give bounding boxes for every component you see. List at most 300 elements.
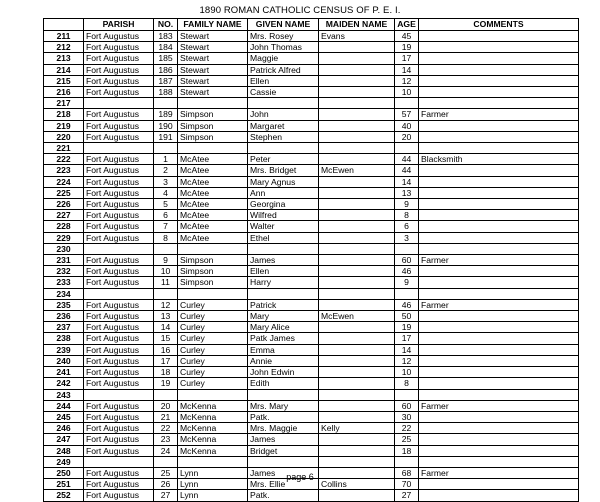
line-number-cell: 247 xyxy=(44,434,84,445)
parish-cell: Fort Augustus xyxy=(84,131,154,142)
number-cell: 20 xyxy=(154,400,178,411)
number-cell: 191 xyxy=(154,131,178,142)
given-name-cell: Mrs. Maggie xyxy=(248,423,319,434)
comments-cell xyxy=(419,378,579,389)
age-cell: 14 xyxy=(395,64,419,75)
parish-cell: Fort Augustus xyxy=(84,232,154,243)
number-cell: 12 xyxy=(154,299,178,310)
maiden-name-cell: Evans xyxy=(319,31,395,42)
age-cell: 57 xyxy=(395,109,419,120)
table-row xyxy=(44,423,579,434)
parish-cell: Fort Augustus xyxy=(84,479,154,490)
line-number-cell: 219 xyxy=(44,120,84,131)
number-cell: 3 xyxy=(154,176,178,187)
age-cell: 8 xyxy=(395,378,419,389)
maiden-name-cell xyxy=(319,400,395,411)
line-number-cell: 232 xyxy=(44,266,84,277)
maiden-name-cell xyxy=(319,187,395,198)
maiden-name-cell xyxy=(319,490,395,501)
maiden-name-cell xyxy=(319,333,395,344)
comments-cell xyxy=(419,210,579,221)
line-number-cell: 240 xyxy=(44,355,84,366)
age-cell: 22 xyxy=(395,423,419,434)
census-table xyxy=(43,18,579,502)
given-name-cell: Bridget xyxy=(248,445,319,456)
parish-cell: Fort Augustus xyxy=(84,467,154,478)
comments-cell: Farmer xyxy=(419,255,579,266)
maiden-name-cell xyxy=(319,299,395,310)
line-number-cell: 218 xyxy=(44,109,84,120)
comments-cell xyxy=(419,423,579,434)
maiden-name-cell xyxy=(319,199,395,210)
age-cell xyxy=(395,98,419,109)
given-name-cell: Ethel xyxy=(248,232,319,243)
line-number-cell: 217 xyxy=(44,98,84,109)
age-cell: 70 xyxy=(395,479,419,490)
comments-cell xyxy=(419,445,579,456)
parish-cell: Fort Augustus xyxy=(84,154,154,165)
number-cell: 4 xyxy=(154,187,178,198)
age-cell: 44 xyxy=(395,165,419,176)
given-name-cell: Georgina xyxy=(248,199,319,210)
given-name-cell: Mrs. Mary xyxy=(248,400,319,411)
line-number-cell: 229 xyxy=(44,232,84,243)
maiden-name-cell xyxy=(319,445,395,456)
number-cell: 24 xyxy=(154,445,178,456)
given-name-cell: Mrs. Bridget xyxy=(248,165,319,176)
parish-cell: Fort Augustus xyxy=(84,355,154,366)
table-row xyxy=(44,210,579,221)
age-cell: 50 xyxy=(395,311,419,322)
given-name-cell: Mary xyxy=(248,311,319,322)
given-name-cell: Mary Agnus xyxy=(248,176,319,187)
page-title: 1890 ROMAN CATHOLIC CENSUS OF P. E. I. xyxy=(199,5,401,16)
line-number-cell: 239 xyxy=(44,344,84,355)
comments-cell: Farmer xyxy=(419,467,579,478)
line-number-cell: 222 xyxy=(44,154,84,165)
given-name-cell: Margaret xyxy=(248,120,319,131)
family-name-cell: Lynn xyxy=(178,467,248,478)
family-name-cell: Curley xyxy=(178,344,248,355)
age-cell: 3 xyxy=(395,232,419,243)
given-name-cell: Patk. xyxy=(248,490,319,501)
family-name-cell: Stewart xyxy=(178,42,248,53)
comments-cell xyxy=(419,266,579,277)
number-cell: 190 xyxy=(154,120,178,131)
table-row xyxy=(44,411,579,422)
header-comments: COMMENTS xyxy=(419,19,579,31)
maiden-name-cell xyxy=(319,277,395,288)
line-number-cell: 241 xyxy=(44,367,84,378)
line-number-cell: 250 xyxy=(44,467,84,478)
parish-cell: Fort Augustus xyxy=(84,299,154,310)
header-parish: PARISH xyxy=(84,19,154,31)
parish-cell: Fort Augustus xyxy=(84,266,154,277)
given-name-cell: Patk. xyxy=(248,411,319,422)
age-cell: 8 xyxy=(395,210,419,221)
comments-cell xyxy=(419,344,579,355)
age-cell: 45 xyxy=(395,31,419,42)
maiden-name-cell xyxy=(319,456,395,467)
number-cell: 5 xyxy=(154,199,178,210)
line-number-cell: 228 xyxy=(44,221,84,232)
maiden-name-cell xyxy=(319,176,395,187)
age-cell: 46 xyxy=(395,299,419,310)
age-cell: 19 xyxy=(395,322,419,333)
given-name-cell: Maggie xyxy=(248,53,319,64)
family-name-cell: Curley xyxy=(178,378,248,389)
given-name-cell: Stephen xyxy=(248,131,319,142)
line-number-cell: 216 xyxy=(44,87,84,98)
parish-cell: Fort Augustus xyxy=(84,120,154,131)
number-cell: 6 xyxy=(154,210,178,221)
line-number-cell: 227 xyxy=(44,210,84,221)
table-row xyxy=(44,31,579,42)
comments-cell xyxy=(419,53,579,64)
line-number-cell: 233 xyxy=(44,277,84,288)
family-name-cell: McAtee xyxy=(178,176,248,187)
number-cell: 16 xyxy=(154,344,178,355)
given-name-cell xyxy=(248,98,319,109)
maiden-name-cell xyxy=(319,266,395,277)
given-name-cell: Emma xyxy=(248,344,319,355)
parish-cell: Fort Augustus xyxy=(84,42,154,53)
header-line xyxy=(44,19,84,31)
parish-cell: Fort Augustus xyxy=(84,199,154,210)
maiden-name-cell xyxy=(319,255,395,266)
table-row xyxy=(44,87,579,98)
line-number-cell: 211 xyxy=(44,31,84,42)
comments-cell xyxy=(419,389,579,400)
comments-cell xyxy=(419,176,579,187)
age-cell: 17 xyxy=(395,333,419,344)
comments-cell: Farmer xyxy=(419,109,579,120)
given-name-cell: Ellen xyxy=(248,75,319,86)
maiden-name-cell xyxy=(319,131,395,142)
family-name-cell: Simpson xyxy=(178,255,248,266)
maiden-name-cell xyxy=(319,355,395,366)
family-name-cell: Lynn xyxy=(178,479,248,490)
number-cell: 1 xyxy=(154,154,178,165)
number-cell: 23 xyxy=(154,434,178,445)
number-cell: 2 xyxy=(154,165,178,176)
table-row xyxy=(44,42,579,53)
given-name-cell: John Thomas xyxy=(248,42,319,53)
given-name-cell: Mary Alice xyxy=(248,322,319,333)
line-number-cell: 212 xyxy=(44,42,84,53)
parish-cell: Fort Augustus xyxy=(84,176,154,187)
family-name-cell: Curley xyxy=(178,333,248,344)
family-name-cell: Curley xyxy=(178,355,248,366)
table-row xyxy=(44,109,579,120)
given-name-cell xyxy=(248,389,319,400)
maiden-name-cell xyxy=(319,87,395,98)
line-number-cell: 242 xyxy=(44,378,84,389)
family-name-cell: McKenna xyxy=(178,423,248,434)
parish-cell: Fort Augustus xyxy=(84,75,154,86)
comments-cell xyxy=(419,355,579,366)
number-cell: 17 xyxy=(154,355,178,366)
table-row xyxy=(44,232,579,243)
comments-cell xyxy=(419,120,579,131)
maiden-name-cell xyxy=(319,120,395,131)
parish-cell: Fort Augustus xyxy=(84,311,154,322)
family-name-cell: Stewart xyxy=(178,75,248,86)
comments-cell xyxy=(419,143,579,154)
header-given-name: GIVEN NAME xyxy=(248,19,319,31)
line-number-cell: 238 xyxy=(44,333,84,344)
given-name-cell: Mrs. Rosey xyxy=(248,31,319,42)
age-cell xyxy=(395,243,419,254)
table-row xyxy=(44,221,579,232)
age-cell: 14 xyxy=(395,176,419,187)
table-row xyxy=(44,176,579,187)
parish-cell: Fort Augustus xyxy=(84,165,154,176)
maiden-name-cell xyxy=(319,221,395,232)
number-cell: 14 xyxy=(154,322,178,333)
header-no: NO. xyxy=(154,19,178,31)
page-number: page 6 xyxy=(286,472,314,482)
comments-cell xyxy=(419,98,579,109)
maiden-name-cell xyxy=(319,389,395,400)
table-row xyxy=(44,165,579,176)
number-cell: 9 xyxy=(154,255,178,266)
comments-cell: Farmer xyxy=(419,400,579,411)
family-name-cell: Simpson xyxy=(178,266,248,277)
line-number-cell: 220 xyxy=(44,131,84,142)
comments-cell xyxy=(419,490,579,501)
age-cell: 44 xyxy=(395,154,419,165)
family-name-cell xyxy=(178,456,248,467)
family-name-cell: Stewart xyxy=(178,87,248,98)
age-cell: 19 xyxy=(395,42,419,53)
age-cell: 12 xyxy=(395,75,419,86)
line-number-cell: 225 xyxy=(44,187,84,198)
table-row xyxy=(44,266,579,277)
number-cell xyxy=(154,98,178,109)
number-cell: 10 xyxy=(154,266,178,277)
family-name-cell: Curley xyxy=(178,299,248,310)
table-row xyxy=(44,355,579,366)
comments-cell xyxy=(419,322,579,333)
header-family-name: FAMILY NAME xyxy=(178,19,248,31)
number-cell xyxy=(154,389,178,400)
table-row xyxy=(44,400,579,411)
comments-cell xyxy=(419,199,579,210)
given-name-cell: Peter xyxy=(248,154,319,165)
parish-cell: Fort Augustus xyxy=(84,255,154,266)
table-row xyxy=(44,277,579,288)
comments-cell xyxy=(419,131,579,142)
number-cell: 185 xyxy=(154,53,178,64)
number-cell: 183 xyxy=(154,31,178,42)
comments-cell xyxy=(419,434,579,445)
table-row xyxy=(44,75,579,86)
given-name-cell: James xyxy=(248,255,319,266)
family-name-cell xyxy=(178,143,248,154)
comments-cell xyxy=(419,165,579,176)
comments-cell xyxy=(419,31,579,42)
comments-cell xyxy=(419,87,579,98)
family-name-cell: McAtee xyxy=(178,232,248,243)
maiden-name-cell xyxy=(319,75,395,86)
line-number-cell: 231 xyxy=(44,255,84,266)
table-row xyxy=(44,199,579,210)
maiden-name-cell xyxy=(319,288,395,299)
maiden-name-cell xyxy=(319,411,395,422)
maiden-name-cell: McEwen xyxy=(319,311,395,322)
number-cell: 186 xyxy=(154,64,178,75)
comments-cell xyxy=(419,64,579,75)
comments-cell xyxy=(419,456,579,467)
maiden-name-cell xyxy=(319,210,395,221)
family-name-cell: Stewart xyxy=(178,31,248,42)
given-name-cell: James xyxy=(248,434,319,445)
number-cell: 187 xyxy=(154,75,178,86)
given-name-cell: Cassie xyxy=(248,87,319,98)
parish-cell: Fort Augustus xyxy=(84,221,154,232)
maiden-name-cell xyxy=(319,367,395,378)
comments-cell xyxy=(419,333,579,344)
family-name-cell: Simpson xyxy=(178,131,248,142)
parish-cell xyxy=(84,143,154,154)
number-cell: 27 xyxy=(154,490,178,501)
table-row xyxy=(44,288,579,299)
parish-cell: Fort Augustus xyxy=(84,333,154,344)
table-row xyxy=(44,434,579,445)
parish-cell xyxy=(84,288,154,299)
table-row xyxy=(44,333,579,344)
age-cell: 25 xyxy=(395,434,419,445)
number-cell xyxy=(154,288,178,299)
parish-cell xyxy=(84,456,154,467)
parish-cell: Fort Augustus xyxy=(84,378,154,389)
age-cell: 46 xyxy=(395,266,419,277)
maiden-name-cell xyxy=(319,232,395,243)
parish-cell: Fort Augustus xyxy=(84,187,154,198)
maiden-name-cell: McEwen xyxy=(319,165,395,176)
age-cell: 40 xyxy=(395,120,419,131)
family-name-cell: McAtee xyxy=(178,165,248,176)
parish-cell: Fort Augustus xyxy=(84,423,154,434)
given-name-cell: Ann xyxy=(248,187,319,198)
line-number-cell: 224 xyxy=(44,176,84,187)
parish-cell: Fort Augustus xyxy=(84,400,154,411)
table-row xyxy=(44,120,579,131)
parish-cell: Fort Augustus xyxy=(84,344,154,355)
age-cell: 60 xyxy=(395,255,419,266)
age-cell xyxy=(395,143,419,154)
number-cell: 8 xyxy=(154,232,178,243)
given-name-cell: John xyxy=(248,109,319,120)
parish-cell: Fort Augustus xyxy=(84,53,154,64)
maiden-name-cell xyxy=(319,98,395,109)
family-name-cell: McAtee xyxy=(178,154,248,165)
maiden-name-cell xyxy=(319,243,395,254)
parish-cell: Fort Augustus xyxy=(84,109,154,120)
maiden-name-cell xyxy=(319,154,395,165)
parish-cell: Fort Augustus xyxy=(84,322,154,333)
header-row xyxy=(44,19,579,31)
family-name-cell: Simpson xyxy=(178,277,248,288)
family-name-cell: Simpson xyxy=(178,109,248,120)
given-name-cell: Ellen xyxy=(248,266,319,277)
table-row xyxy=(44,311,579,322)
family-name-cell: McKenna xyxy=(178,434,248,445)
number-cell: 189 xyxy=(154,109,178,120)
given-name-cell: John Edwin xyxy=(248,367,319,378)
age-cell: 17 xyxy=(395,53,419,64)
number-cell xyxy=(154,143,178,154)
parish-cell xyxy=(84,243,154,254)
maiden-name-cell xyxy=(319,344,395,355)
given-name-cell: Patrick xyxy=(248,299,319,310)
family-name-cell: McAtee xyxy=(178,221,248,232)
number-cell: 13 xyxy=(154,311,178,322)
table-row xyxy=(44,53,579,64)
family-name-cell: McAtee xyxy=(178,199,248,210)
family-name-cell xyxy=(178,389,248,400)
header-age: AGE xyxy=(395,19,419,31)
number-cell: 22 xyxy=(154,423,178,434)
comments-cell xyxy=(419,75,579,86)
header-maiden-name: MAIDEN NAME xyxy=(319,19,395,31)
maiden-name-cell xyxy=(319,64,395,75)
comments-cell xyxy=(419,221,579,232)
number-cell: 11 xyxy=(154,277,178,288)
given-name-cell xyxy=(248,143,319,154)
line-number-cell: 223 xyxy=(44,165,84,176)
given-name-cell: Harry xyxy=(248,277,319,288)
line-number-cell: 236 xyxy=(44,311,84,322)
table-row xyxy=(44,378,579,389)
age-cell: 14 xyxy=(395,344,419,355)
family-name-cell: Curley xyxy=(178,322,248,333)
age-cell: 27 xyxy=(395,490,419,501)
line-number-cell: 214 xyxy=(44,64,84,75)
comments-cell: Farmer xyxy=(419,299,579,310)
number-cell: 188 xyxy=(154,87,178,98)
age-cell: 68 xyxy=(395,467,419,478)
parish-cell: Fort Augustus xyxy=(84,490,154,501)
parish-cell: Fort Augustus xyxy=(84,87,154,98)
parish-cell xyxy=(84,98,154,109)
age-cell: 20 xyxy=(395,131,419,142)
given-name-cell: Edith xyxy=(248,378,319,389)
comments-cell xyxy=(419,411,579,422)
line-number-cell: 213 xyxy=(44,53,84,64)
age-cell: 18 xyxy=(395,445,419,456)
table-row xyxy=(44,367,579,378)
parish-cell: Fort Augustus xyxy=(84,445,154,456)
number-cell: 7 xyxy=(154,221,178,232)
given-name-cell xyxy=(248,243,319,254)
line-number-cell: 235 xyxy=(44,299,84,310)
number-cell: 15 xyxy=(154,333,178,344)
comments-cell xyxy=(419,311,579,322)
given-name-cell: Annie xyxy=(248,355,319,366)
parish-cell: Fort Augustus xyxy=(84,434,154,445)
table-row xyxy=(44,445,579,456)
age-cell xyxy=(395,389,419,400)
table-row xyxy=(44,389,579,400)
number-cell: 19 xyxy=(154,378,178,389)
table-row xyxy=(44,131,579,142)
comments-cell: Blacksmith xyxy=(419,154,579,165)
table-row xyxy=(44,344,579,355)
maiden-name-cell xyxy=(319,434,395,445)
line-number-cell: 244 xyxy=(44,400,84,411)
